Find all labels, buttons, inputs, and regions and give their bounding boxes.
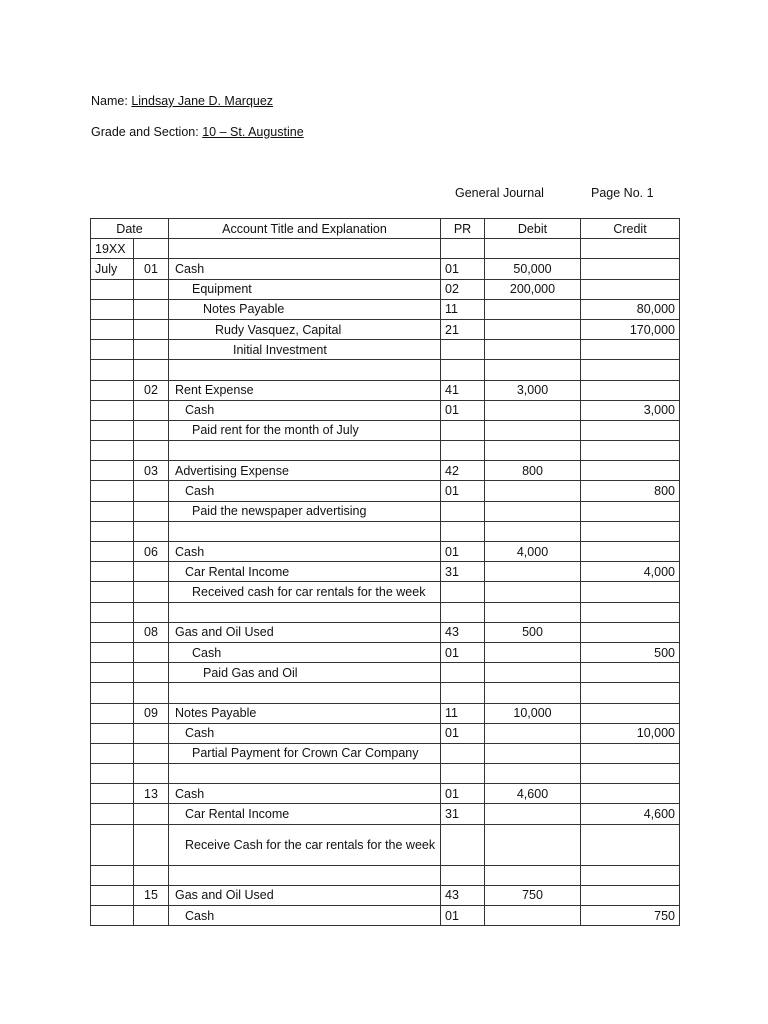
debit-cell bbox=[485, 582, 581, 602]
debit-cell bbox=[485, 340, 581, 360]
pr-cell bbox=[441, 663, 485, 683]
credit-cell: 3,000 bbox=[581, 400, 680, 420]
account-cell bbox=[169, 239, 441, 259]
date-month-cell bbox=[91, 461, 134, 481]
pr-cell bbox=[441, 743, 485, 763]
date-month-cell bbox=[91, 602, 134, 622]
pr-cell: 42 bbox=[441, 461, 485, 481]
debit-cell bbox=[485, 602, 581, 622]
debit-cell bbox=[485, 663, 581, 683]
date-day-cell bbox=[134, 683, 169, 703]
date-day-cell: 02 bbox=[134, 380, 169, 400]
grade-section-value: 10 – St. Augustine bbox=[202, 125, 304, 139]
table-row bbox=[91, 380, 680, 400]
account-cell: Gas and Oil Used bbox=[169, 885, 441, 905]
debit-cell bbox=[485, 764, 581, 784]
grade-label: Grade and Section: bbox=[91, 125, 199, 139]
credit-cell: 80,000 bbox=[581, 299, 680, 319]
date-day-cell bbox=[134, 501, 169, 521]
date-month-cell bbox=[91, 340, 134, 360]
date-day-cell bbox=[134, 865, 169, 885]
account-cell: Cash bbox=[169, 259, 441, 279]
date-day-cell bbox=[134, 723, 169, 743]
date-day-cell bbox=[134, 602, 169, 622]
debit-cell bbox=[485, 562, 581, 582]
account-cell: Cash bbox=[169, 723, 441, 743]
header-credit: Credit bbox=[581, 219, 680, 239]
account-cell: Cash bbox=[169, 400, 441, 420]
journal-title: General Journal bbox=[455, 186, 544, 200]
credit-cell bbox=[581, 784, 680, 804]
account-cell bbox=[169, 602, 441, 622]
date-day-cell bbox=[134, 562, 169, 582]
date-month-cell bbox=[91, 582, 134, 602]
pr-cell: 01 bbox=[441, 259, 485, 279]
account-cell: Rent Expense bbox=[169, 380, 441, 400]
pr-cell: 31 bbox=[441, 804, 485, 824]
grade-section-line bbox=[91, 125, 304, 139]
date-day-cell bbox=[134, 420, 169, 440]
table-row bbox=[91, 481, 680, 501]
table-row bbox=[91, 279, 680, 299]
date-month-cell bbox=[91, 723, 134, 743]
debit-cell: 50,000 bbox=[485, 259, 581, 279]
pr-cell: 01 bbox=[441, 784, 485, 804]
date-month-cell bbox=[91, 542, 134, 562]
date-day-cell bbox=[134, 441, 169, 461]
debit-cell bbox=[485, 824, 581, 865]
table-row bbox=[91, 642, 680, 662]
debit-cell: 750 bbox=[485, 885, 581, 905]
table-row bbox=[91, 703, 680, 723]
account-cell: Initial Investment bbox=[169, 340, 441, 360]
date-month-cell bbox=[91, 420, 134, 440]
table-row bbox=[91, 865, 680, 885]
debit-cell: 4,600 bbox=[485, 784, 581, 804]
date-month-cell bbox=[91, 562, 134, 582]
credit-cell bbox=[581, 360, 680, 380]
credit-cell bbox=[581, 259, 680, 279]
date-day-cell: 06 bbox=[134, 542, 169, 562]
date-month-cell bbox=[91, 501, 134, 521]
date-day-cell bbox=[134, 582, 169, 602]
table-row bbox=[91, 441, 680, 461]
table-row bbox=[91, 764, 680, 784]
table-row bbox=[91, 461, 680, 481]
debit-cell: 3,000 bbox=[485, 380, 581, 400]
date-day-cell bbox=[134, 481, 169, 501]
account-cell bbox=[169, 441, 441, 461]
debit-cell: 500 bbox=[485, 622, 581, 642]
table-row bbox=[91, 804, 680, 824]
pr-cell: 01 bbox=[441, 481, 485, 501]
account-cell: Cash bbox=[169, 906, 441, 926]
pr-cell: 43 bbox=[441, 885, 485, 905]
account-cell: Cash bbox=[169, 481, 441, 501]
date-month-cell bbox=[91, 279, 134, 299]
credit-cell bbox=[581, 461, 680, 481]
credit-cell bbox=[581, 340, 680, 360]
date-month-cell: July bbox=[91, 259, 134, 279]
date-month-cell bbox=[91, 764, 134, 784]
date-month-cell bbox=[91, 784, 134, 804]
pr-cell: 31 bbox=[441, 562, 485, 582]
credit-cell bbox=[581, 441, 680, 461]
pr-cell bbox=[441, 501, 485, 521]
table-row bbox=[91, 723, 680, 743]
account-cell: Equipment bbox=[169, 279, 441, 299]
date-day-cell bbox=[134, 824, 169, 865]
table-row bbox=[91, 562, 680, 582]
table-header-row bbox=[91, 219, 680, 239]
date-month-cell: 19XX bbox=[91, 239, 134, 259]
date-month-cell bbox=[91, 441, 134, 461]
date-day-cell bbox=[134, 299, 169, 319]
page-number: Page No. 1 bbox=[591, 186, 654, 200]
pr-cell bbox=[441, 865, 485, 885]
date-day-cell bbox=[134, 663, 169, 683]
pr-cell: 01 bbox=[441, 542, 485, 562]
date-month-cell bbox=[91, 703, 134, 723]
table-row bbox=[91, 885, 680, 905]
date-day-cell bbox=[134, 521, 169, 541]
table-row bbox=[91, 582, 680, 602]
debit-cell bbox=[485, 743, 581, 763]
debit-cell bbox=[485, 642, 581, 662]
pr-cell bbox=[441, 683, 485, 703]
credit-cell bbox=[581, 582, 680, 602]
debit-cell bbox=[485, 299, 581, 319]
table-row bbox=[91, 239, 680, 259]
account-cell: Cash bbox=[169, 784, 441, 804]
debit-cell: 4,000 bbox=[485, 542, 581, 562]
table-row bbox=[91, 299, 680, 319]
table-row bbox=[91, 360, 680, 380]
table-row bbox=[91, 602, 680, 622]
header-account: Account Title and Explanation bbox=[169, 219, 441, 239]
student-name-line bbox=[91, 94, 273, 108]
date-month-cell bbox=[91, 824, 134, 865]
date-day-cell bbox=[134, 906, 169, 926]
date-month-cell bbox=[91, 400, 134, 420]
account-cell bbox=[169, 764, 441, 784]
debit-cell bbox=[485, 441, 581, 461]
date-month-cell bbox=[91, 319, 134, 339]
pr-cell bbox=[441, 360, 485, 380]
credit-cell: 10,000 bbox=[581, 723, 680, 743]
credit-cell bbox=[581, 542, 680, 562]
account-cell: Cash bbox=[169, 642, 441, 662]
debit-cell bbox=[485, 319, 581, 339]
table-row bbox=[91, 420, 680, 440]
pr-cell: 41 bbox=[441, 380, 485, 400]
pr-cell: 02 bbox=[441, 279, 485, 299]
date-day-cell: 15 bbox=[134, 885, 169, 905]
date-month-cell bbox=[91, 743, 134, 763]
debit-cell bbox=[485, 865, 581, 885]
date-day-cell: 09 bbox=[134, 703, 169, 723]
debit-cell: 10,000 bbox=[485, 703, 581, 723]
date-day-cell: 01 bbox=[134, 259, 169, 279]
date-day-cell bbox=[134, 319, 169, 339]
table-row bbox=[91, 521, 680, 541]
date-day-cell: 13 bbox=[134, 784, 169, 804]
account-cell: Notes Payable bbox=[169, 703, 441, 723]
pr-cell: 01 bbox=[441, 400, 485, 420]
account-cell: Cash bbox=[169, 542, 441, 562]
credit-cell bbox=[581, 824, 680, 865]
date-month-cell bbox=[91, 885, 134, 905]
account-cell bbox=[169, 683, 441, 703]
table-row bbox=[91, 542, 680, 562]
date-day-cell bbox=[134, 340, 169, 360]
student-name: Lindsay Jane D. Marquez bbox=[131, 94, 274, 108]
date-day-cell bbox=[134, 400, 169, 420]
table-row bbox=[91, 319, 680, 339]
account-cell bbox=[169, 865, 441, 885]
debit-cell bbox=[485, 501, 581, 521]
table-row bbox=[91, 743, 680, 763]
account-cell: Advertising Expense bbox=[169, 461, 441, 481]
table-row bbox=[91, 683, 680, 703]
debit-cell bbox=[485, 804, 581, 824]
credit-cell bbox=[581, 865, 680, 885]
general-journal-table bbox=[90, 218, 680, 926]
pr-cell: 01 bbox=[441, 906, 485, 926]
date-day-cell: 03 bbox=[134, 461, 169, 481]
pr-cell bbox=[441, 340, 485, 360]
pr-cell: 01 bbox=[441, 642, 485, 662]
credit-cell bbox=[581, 521, 680, 541]
credit-cell: 170,000 bbox=[581, 319, 680, 339]
pr-cell: 43 bbox=[441, 622, 485, 642]
table-row bbox=[91, 501, 680, 521]
pr-cell: 21 bbox=[441, 319, 485, 339]
account-cell: Paid rent for the month of July bbox=[169, 420, 441, 440]
account-cell: Gas and Oil Used bbox=[169, 622, 441, 642]
credit-cell bbox=[581, 683, 680, 703]
account-cell: Car Rental Income bbox=[169, 804, 441, 824]
date-month-cell bbox=[91, 663, 134, 683]
date-day-cell: 08 bbox=[134, 622, 169, 642]
credit-cell bbox=[581, 501, 680, 521]
date-day-cell bbox=[134, 743, 169, 763]
credit-cell: 500 bbox=[581, 642, 680, 662]
table-row bbox=[91, 906, 680, 926]
debit-cell: 800 bbox=[485, 461, 581, 481]
date-month-cell bbox=[91, 906, 134, 926]
date-day-cell bbox=[134, 360, 169, 380]
account-cell: Receive Cash for the car rentals for the week bbox=[169, 824, 441, 865]
table-row bbox=[91, 824, 680, 865]
date-month-cell bbox=[91, 299, 134, 319]
credit-cell bbox=[581, 602, 680, 622]
date-month-cell bbox=[91, 360, 134, 380]
credit-cell bbox=[581, 743, 680, 763]
account-cell: Paid Gas and Oil bbox=[169, 663, 441, 683]
pr-cell bbox=[441, 420, 485, 440]
pr-cell bbox=[441, 521, 485, 541]
pr-cell: 11 bbox=[441, 299, 485, 319]
table-row bbox=[91, 784, 680, 804]
pr-cell bbox=[441, 764, 485, 784]
debit-cell bbox=[485, 239, 581, 259]
table-row bbox=[91, 400, 680, 420]
header-pr: PR bbox=[441, 219, 485, 239]
table-row bbox=[91, 259, 680, 279]
table-row bbox=[91, 663, 680, 683]
credit-cell: 4,600 bbox=[581, 804, 680, 824]
date-month-cell bbox=[91, 380, 134, 400]
account-cell: Paid the newspaper advertising bbox=[169, 501, 441, 521]
pr-cell: 01 bbox=[441, 723, 485, 743]
debit-cell bbox=[485, 400, 581, 420]
account-cell: Received cash for car rentals for the week bbox=[169, 582, 441, 602]
credit-cell bbox=[581, 703, 680, 723]
debit-cell bbox=[485, 723, 581, 743]
date-month-cell bbox=[91, 865, 134, 885]
date-month-cell bbox=[91, 683, 134, 703]
debit-cell bbox=[485, 360, 581, 380]
debit-cell bbox=[485, 683, 581, 703]
credit-cell bbox=[581, 380, 680, 400]
debit-cell bbox=[485, 420, 581, 440]
date-month-cell bbox=[91, 481, 134, 501]
name-label: Name: bbox=[91, 94, 128, 108]
table-row bbox=[91, 622, 680, 642]
debit-cell bbox=[485, 481, 581, 501]
debit-cell: 200,000 bbox=[485, 279, 581, 299]
pr-cell bbox=[441, 582, 485, 602]
credit-cell bbox=[581, 663, 680, 683]
credit-cell bbox=[581, 885, 680, 905]
pr-cell bbox=[441, 441, 485, 461]
account-cell: Notes Payable bbox=[169, 299, 441, 319]
credit-cell: 800 bbox=[581, 481, 680, 501]
pr-cell bbox=[441, 239, 485, 259]
pr-cell bbox=[441, 824, 485, 865]
credit-cell bbox=[581, 764, 680, 784]
date-day-cell bbox=[134, 642, 169, 662]
table-row bbox=[91, 340, 680, 360]
pr-cell bbox=[441, 602, 485, 622]
credit-cell bbox=[581, 239, 680, 259]
date-day-cell bbox=[134, 804, 169, 824]
journal-body bbox=[91, 239, 680, 926]
header-debit: Debit bbox=[485, 219, 581, 239]
debit-cell bbox=[485, 521, 581, 541]
header-date: Date bbox=[91, 219, 169, 239]
account-cell: Partial Payment for Crown Car Company bbox=[169, 743, 441, 763]
date-day-cell bbox=[134, 764, 169, 784]
date-month-cell bbox=[91, 521, 134, 541]
date-month-cell bbox=[91, 622, 134, 642]
pr-cell: 11 bbox=[441, 703, 485, 723]
credit-cell bbox=[581, 622, 680, 642]
account-cell: Car Rental Income bbox=[169, 562, 441, 582]
account-cell bbox=[169, 521, 441, 541]
date-day-cell bbox=[134, 279, 169, 299]
debit-cell bbox=[485, 906, 581, 926]
date-month-cell bbox=[91, 804, 134, 824]
credit-cell bbox=[581, 279, 680, 299]
date-month-cell bbox=[91, 642, 134, 662]
credit-cell bbox=[581, 420, 680, 440]
date-day-cell bbox=[134, 239, 169, 259]
account-cell bbox=[169, 360, 441, 380]
credit-cell: 4,000 bbox=[581, 562, 680, 582]
credit-cell: 750 bbox=[581, 906, 680, 926]
account-cell: Rudy Vasquez, Capital bbox=[169, 319, 441, 339]
